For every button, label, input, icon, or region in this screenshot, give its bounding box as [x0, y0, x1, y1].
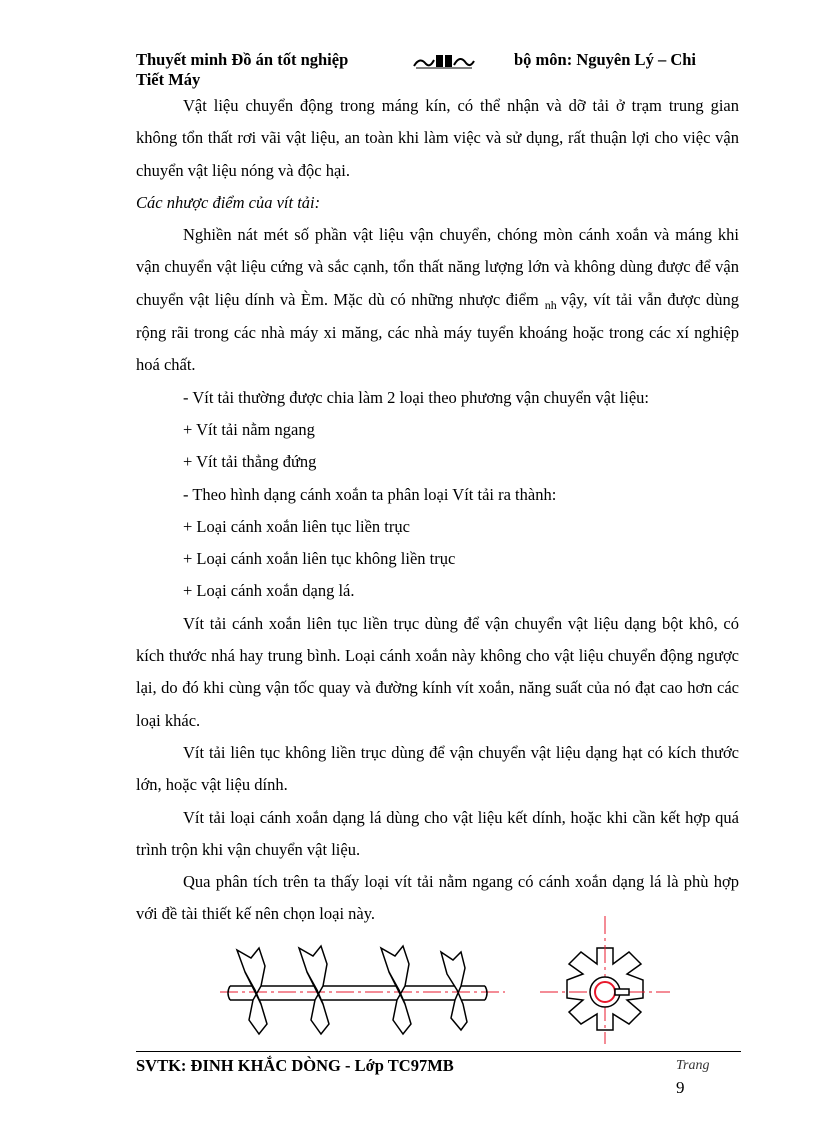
main-text [136, 90, 739, 931]
paragraph-conclusion: Qua phân tích trên ta thấy loại vít tải nằm ngang có cánh xoắn dạng lá là phù hợp với đề tài thiết kế nên chọn loại này. [136, 872, 739, 924]
footer-author: SVTK: ĐINH KHẮC DÒNG - Lớp TC97MB [136, 1056, 454, 1075]
footer-rule [136, 1051, 741, 1052]
end-keyway [615, 989, 629, 995]
screw-end-view [540, 916, 670, 1044]
footer-trang-label: Trang [676, 1058, 710, 1073]
paragraph-continuous-no-shaft: Vít tải liên tục không liền trục dùng để vận chuyển vật liệu dạng hạt có kích thước lớn, hoặc vật liệu dính. [136, 742, 739, 795]
list-item: - Vít tải thường được chia làm 2 loại theo phương vận chuyển vật liệu: [183, 387, 650, 407]
screw-flight [441, 952, 467, 1030]
side-shaft-break-left [228, 986, 230, 1000]
screw-flight [237, 948, 267, 1034]
paragraph-disadvantages-b: vậy, vít tải vẫn được dùng rộng rãi trong các nhà máy xi măng, các nhà máy tuyển khoáng hoặc trong các xí nghiệp hoá chất. [136, 289, 740, 375]
paragraph-continuous-shaft: Vít tải cánh xoắn liên tục liền trục dùng để vận chuyển vật liệu dạng bột khô, có kích thước nhá hay trung bình. Loại cánh xoắn này không cho vật liệu chuyển động ngược lại, do đó khi cùng vận tốc quay và đường kính vít xoắn, năng suất của nó đạt cao hơn các loại khác. [136, 613, 739, 730]
header-department-cont: Tiết Máy [136, 70, 201, 89]
paragraph-advantages: Vật liệu chuyển động trong máng kín, có thể nhận và dỡ tải ở trạm trung gian không tổn thất rơi vãi vật liệu, an toàn khi làm việc và sử dụng, rất thuận lợi cho việc vận chuyển vật liệu nóng và độc hại. [136, 96, 739, 180]
paragraph-disadvantages [136, 219, 739, 381]
screw-flight [299, 946, 329, 1034]
side-shaft-break-right [485, 986, 487, 1000]
list-item: - Theo hình dạng cánh xoắn ta phân loại Vít tải ra thành: [183, 484, 557, 504]
screw-side-view [220, 946, 505, 1034]
subheading-disadvantages: Các nhược điểm của vít tải: [136, 192, 321, 212]
header-title: Thuyết minh Đồ án tốt nghiệp [136, 50, 349, 69]
ornament-icon [412, 52, 476, 70]
list-item: + Vít tải nằm ngang [183, 419, 315, 439]
page-number: 9 [676, 1078, 685, 1097]
header-department: bộ môn: Nguyên Lý – Chi [514, 50, 696, 69]
list-item: + Loại cánh xoắn dạng lá. [183, 581, 355, 601]
screw-flight [381, 946, 411, 1034]
paragraph-leaf-type: Vít tải loại cánh xoắn dạng lá dùng cho vật liệu kết dính, hoặc khi cần kết hợp quá trình trộn khi vận chuyển vật liệu. [136, 807, 739, 859]
list-item: + Vít tải thẳng đứng [183, 452, 317, 472]
list-item: + Loại cánh xoắn liên tục không liền trục [183, 549, 456, 569]
screw-figure [215, 912, 675, 1047]
list-item: + Loại cánh xoắn liên tục liền trục [183, 516, 410, 536]
paragraph-disadvantages-a: Nghiền nát mét số phần vật liệu vận chuyển, chóng mòn cánh xoắn và máng khi vận chuyển vật liệu cứng và sắc cạnh, tổn thất năng lượng lớn và không dùng được để vận chuyển vật liệu dính và Èm. Mặc dù có những nhược điểm [136, 225, 739, 309]
subscript-text: nh [544, 297, 557, 312]
